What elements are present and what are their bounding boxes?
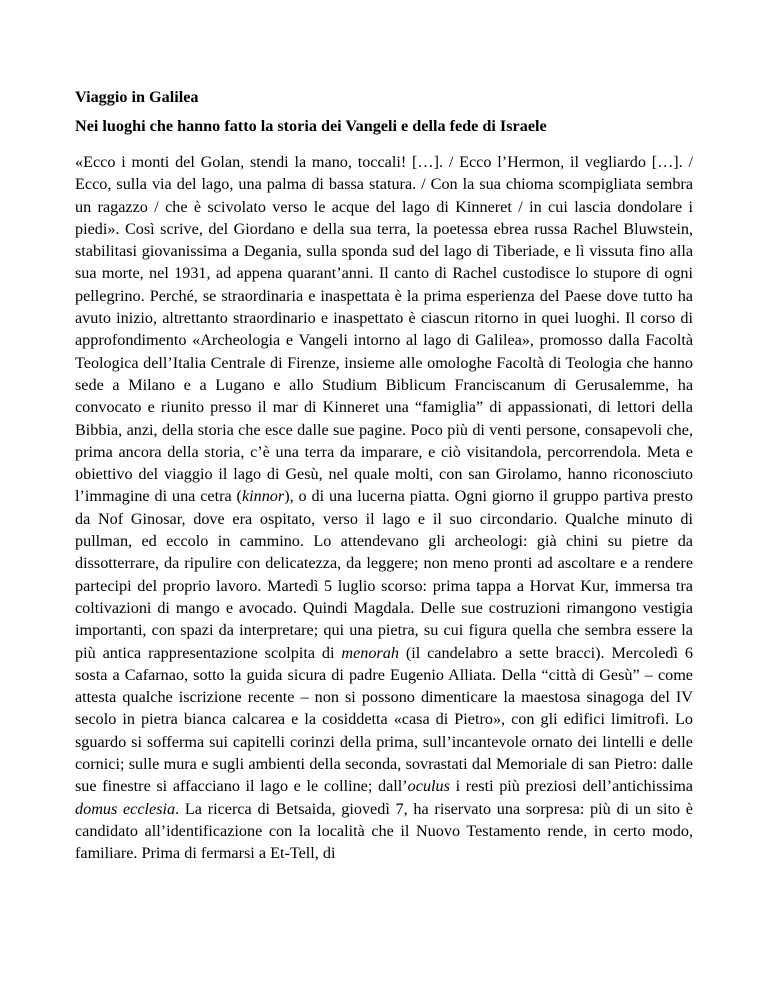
- italic-term-domus-ecclesia: domus ecclesia: [75, 799, 176, 818]
- body-text-segment: «Ecco i monti del Golan, stendi la mano, toccali! […]. / Ecco l’Hermon, il vegliardo […]. / Ecco, sulla via del lago, una palma di bassa statura. / Con la sua chioma scompigliata sembra un ragazzo / che è scivolato verso le acque del lago di Kinneret / in cui lascia dondolare i piedi». Così scrive, del Giordano e della sua terra, la poetessa ebrea russa Rachel Bluwstein, stabilitasi giovanissima a Degania, sulla sponda sud del lago di Tiberiade, e lì vissuta fino alla sua morte, nel 1931, ad appena quarant’anni. Il canto di Rachel custodisce lo stupore di ogni pellegrino. Perché, se straordinaria e inaspettata è la prima esperienza del Paese dove tutto ha avuto inizio, altrettanto straordinario e inaspettato è ciascun ritorno in quei luoghi. Il corso di approfondimento «Archeologia e Vangeli intorno al lago di Galilea», promosso dalla Facoltà Teologica dell’Italia Centrale di Firenze, insieme alle omologhe Facoltà di Teologia che hanno sede a Milano e a Lugano e allo Studium Biblicum Franciscanum di Gerusalemme, ha convocato e riunito presso il mar di Kinneret una “famiglia” di appassionati, di lettori della Bibbia, anzi, della storia che esce dalle sue pagine. Poco più di venti persone, consapevoli che, prima ancora della storia, c’è una terra da imparare, e ciò visitandola, percorrendola. Meta e obiettivo del viaggio il lago di Gesù, nel quale molti, con san Girolamo, hanno riconosciuto l’immagine di una cetra (: [75, 153, 693, 506]
- body-paragraph: [75, 151, 693, 865]
- body-text-segment: . La ricerca di Betsaida, giovedì 7, ha riservato una sorpresa: più di un sito è candidato all’identificazione con la località che il Nuovo Testamento rende, in certo modo, familiare. Prima di fermarsi a Et-Tell, di: [75, 799, 693, 863]
- body-text-segment: (il candelabro a sette bracci). Mercoledì 6 sosta a Cafarnao, sotto la guida sicura di padre Eugenio Alliata. Della “città di Gesù” – come attesta qualche iscrizione recente – non si possono dimenticare la maestosa sinagoga del IV secolo in pietra bianca calcarea e la cosiddetta «casa di Pietro», con gli edifici limitrofi. Lo sguardo si sofferma sui capitelli corinzi della prima, sull’incantevole ornato dei lintelli e delle cornici; sulle mura e sugli ambienti della seconda, sovrastati dal Memoriale di san Pietro: dalle sue finestre si affacciano il lago e le colline; dall’: [75, 643, 693, 796]
- document-content: [75, 86, 693, 865]
- document-subtitle: Nei luoghi che hanno fatto la storia dei Vangeli e della fede di Israele: [75, 117, 547, 135]
- body-text-segment: ), o di una lucerna piatta. Ogni giorno il gruppo partiva presto da Nof Ginosar, dove era ospitato, verso il lago e il suo circondario. Qualche minuto di pullman, ed eccolo in cammino. Lo attendevano gli archeologi: già chini su pietre da dissotterrare, da ripulire con delicatezza, da leggere; non meno pronti ad ascoltare e a rendere partecipi del proprio lavoro. Martedì 5 luglio scorso: prima tappa a Horvat Kur, immersa tra coltivazioni di mango e avocado. Quindi Magdala. Delle sue costruzioni rimangono vestigia importanti, con spazi da interpretare; qui una pietra, su cui figura quella che sembra essere la più antica rappresentazione scolpita di: [75, 487, 693, 662]
- body-text-segment: i resti più preziosi dell’antichissima: [449, 777, 693, 796]
- document-title: Viaggio in Galilea: [75, 88, 199, 106]
- italic-term-menorah: menorah: [341, 643, 399, 662]
- italic-term-kinnor: kinnor: [241, 487, 285, 506]
- italic-term-oculus: oculus: [407, 777, 450, 796]
